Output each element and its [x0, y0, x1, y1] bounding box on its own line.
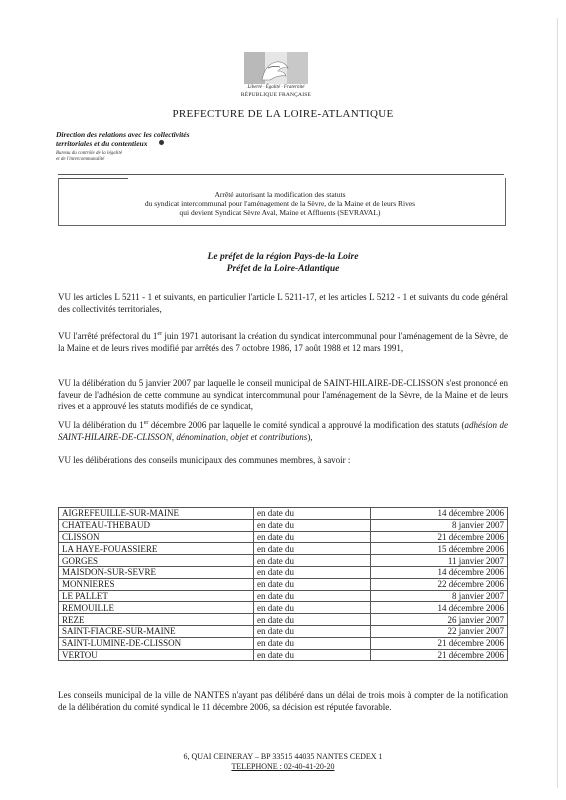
deliberation-date: 8 janvier 2007	[371, 519, 508, 531]
footer	[0, 752, 566, 772]
commune-name: CHATEAU-THEBAUD	[59, 519, 254, 531]
consideration-4-italic: adhésion de SAINT-HILAIRE-DE-CLISSON, dénomination, objet et contributions	[58, 420, 508, 442]
consideration-2-sup: er	[157, 331, 163, 337]
bureau-line-2: et de l'intercommunalité	[56, 157, 105, 162]
authority-line-1: Le préfet de la région Pays-de-la Loire	[207, 252, 359, 262]
deliberation-date: 15 décembre 2006	[371, 543, 508, 555]
date-label: en date du	[254, 590, 371, 602]
consideration-4	[58, 418, 508, 443]
object-text	[100, 190, 460, 217]
table-row	[59, 637, 508, 649]
table-row	[59, 543, 508, 555]
table-row	[59, 508, 508, 520]
commune-name: MAISDON-SUR-SEVRE	[59, 566, 254, 578]
commune-name: LE PALLET	[59, 590, 254, 602]
table-row	[59, 566, 508, 578]
header-divider	[58, 174, 504, 175]
table-row	[59, 519, 508, 531]
date-label: en date du	[254, 566, 371, 578]
date-label: en date du	[254, 578, 371, 590]
consideration-4-sup: er	[143, 420, 149, 426]
commune-name: MONNIERES	[59, 578, 254, 590]
consideration-5: VU les délibérations des conseils municipaux des communes membres, à savoir :	[58, 455, 351, 465]
prefecture-title: PREFECTURE DE LA LOIRE-ATLANTIQUE	[172, 108, 394, 120]
table-row	[59, 531, 508, 543]
authority-line-2: Préfet de la Loire-Atlantique	[226, 263, 340, 274]
marianne-profile-icon	[258, 56, 294, 82]
bureau-line-1: Bureau du contrôle de la légalité	[56, 151, 123, 156]
consideration-4-part-b: décembre 2006 par laquelle le comité syndical a approuvé la modification des statuts (	[148, 420, 465, 430]
consideration-4-part-c: ),	[307, 431, 313, 442]
authority-heading	[0, 252, 566, 275]
object-line-2: du syndicat intercommunal pour l'aménagement de la Sèvre, de la Maine et de leurs Rives	[144, 199, 416, 208]
deliberation-date: 14 décembre 2006	[371, 508, 508, 520]
date-label: en date du	[254, 602, 371, 614]
table-row	[59, 625, 508, 637]
communes-table-body	[59, 508, 508, 661]
deliberation-date: 21 décembre 2006	[371, 637, 508, 649]
communes-table	[58, 507, 508, 661]
date-label: en date du	[254, 555, 371, 567]
object-line-1: Arrêté autorisant la modification des statuts	[214, 190, 346, 199]
commune-name: LA HAYE-FOUASSIERE	[59, 543, 254, 555]
consideration-1: VU les articles L 5211 - 1 et suivants, en particulier l'article L 5211-17, et les articles L 5212 - 1 et suivants du code général des collectivités territoriales,	[58, 292, 508, 314]
footer-address: 6, QUAI CEINERAY – BP 33515 44035 NANTES CEDEX 1	[183, 752, 383, 761]
date-label: en date du	[254, 637, 371, 649]
date-label: en date du	[254, 649, 371, 661]
consideration-3: VU la délibération du 5 janvier 2007 par laquelle le conseil municipal de SAINT-HILAIRE-DE-CLISSON s'est prononcé en faveur de l'adhésion de cette commune au syndicat intercommunal pour l'aménagement de la Sèvre, de la Maine et de leurs rives et a approuvé les statuts modifiés de ce syndicat,	[58, 378, 508, 411]
republic-motto: Liberté · Égalité · Fraternité	[247, 85, 305, 90]
table-row	[59, 649, 508, 661]
deliberation-date: 22 décembre 2006	[371, 578, 508, 590]
object-line-3: qui devient Syndicat Sèvre Aval, Maine et Affluents (SEVRAVAL)	[179, 208, 381, 217]
commune-name: REZE	[59, 614, 254, 626]
direction-heading	[56, 130, 226, 148]
commune-name: AIGREFEUILLE-SUR-MAINE	[59, 508, 254, 520]
scan-edge	[557, 18, 558, 788]
bureau-heading	[56, 151, 176, 163]
table-row	[59, 555, 508, 567]
direction-line-2: territoriales et du contentieux	[56, 139, 148, 148]
commune-name: SAINT-FIACRE-SUR-MAINE	[59, 625, 254, 637]
table-row	[59, 602, 508, 614]
consideration-2	[58, 329, 508, 354]
nantes-note: Les conseils municipal de la ville de NANTES n'ayant pas délibéré dans un délai de trois mois à compter de la notification de la délibération du comité syndical le 11 décembre 2006, sa décision est réputée favorable.	[58, 690, 508, 712]
date-label: en date du	[254, 625, 371, 637]
table-row	[59, 590, 508, 602]
commune-name: CLISSON	[59, 531, 254, 543]
deliberation-date: 21 décembre 2006	[371, 531, 508, 543]
direction-line-1: Direction des relations avec les collectivités	[56, 130, 190, 139]
deliberation-date: 11 janvier 2007	[371, 555, 508, 567]
footer-phone: TELEPHONE : 02-40-41-20-20	[231, 762, 335, 771]
republic-name: RÉPUBLIQUE FRANÇAISE	[240, 92, 312, 98]
table-row	[59, 614, 508, 626]
date-label: en date du	[254, 519, 371, 531]
tricolor-flag-icon	[244, 52, 308, 84]
table-row	[59, 578, 508, 590]
commune-name: GORGES	[59, 555, 254, 567]
date-label: en date du	[254, 543, 371, 555]
date-label: en date du	[254, 614, 371, 626]
consideration-4-part-a: VU la délibération du 1	[58, 420, 144, 430]
deliberation-date: 14 décembre 2006	[371, 602, 508, 614]
deliberation-date: 21 décembre 2006	[371, 649, 508, 661]
deliberation-date: 14 décembre 2006	[371, 566, 508, 578]
deliberation-date: 22 janvier 2007	[371, 625, 508, 637]
commune-name: VERTOU	[59, 649, 254, 661]
consideration-2-part-b: juin 1971 autorisant la création du syndicat intercommunal pour l'aménagement de la Sèvre, de la Maine et de leurs rives modifié par arrêtés des 7 octobre 1986, 17 août 1988 et 12 mars 1991,	[58, 331, 508, 353]
marianne-logo	[238, 52, 314, 104]
date-label: en date du	[254, 531, 371, 543]
commune-name: SAINT-LUMINE-DE-CLISSON	[59, 637, 254, 649]
deliberation-date: 8 janvier 2007	[371, 590, 508, 602]
date-label: en date du	[254, 508, 371, 520]
consideration-2-part-a: VU l'arrêté préfectoral du 1	[58, 331, 158, 341]
deliberation-date: 26 janvier 2007	[371, 614, 508, 626]
commune-name: REMOUILLE	[59, 602, 254, 614]
bullet-icon	[159, 140, 164, 145]
